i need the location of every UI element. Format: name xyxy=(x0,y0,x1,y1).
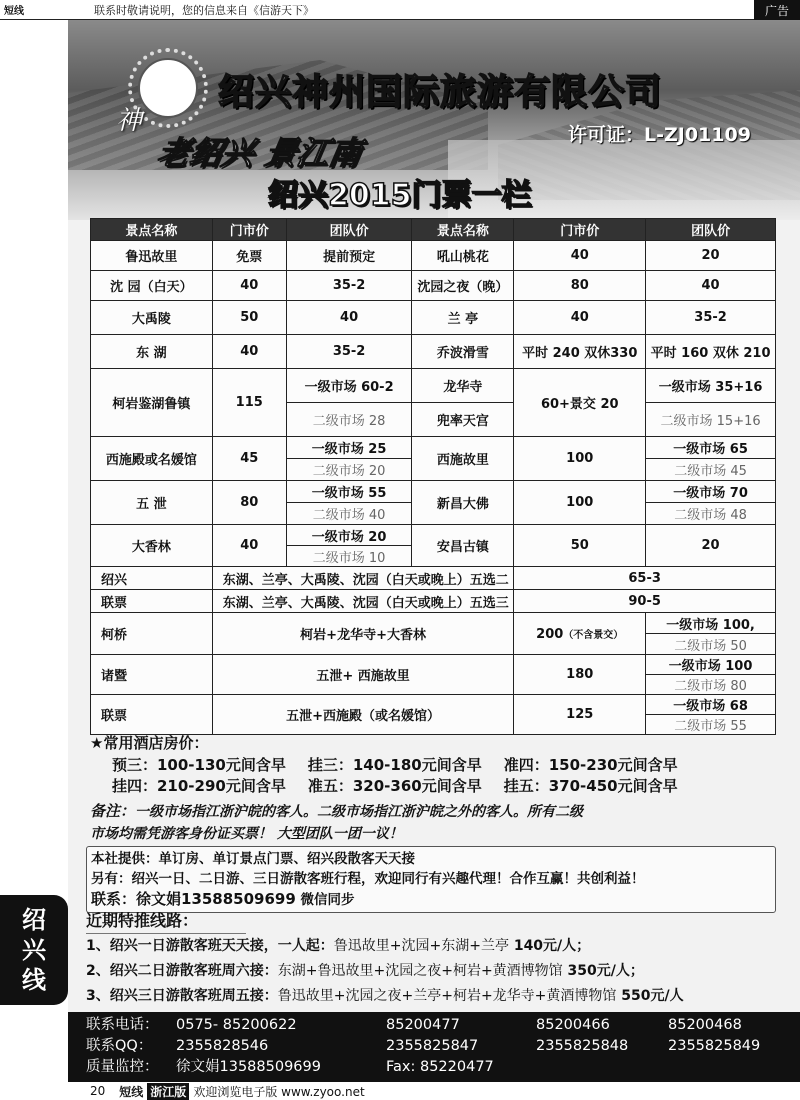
route-price: 550元/人 xyxy=(621,988,684,1004)
cell: 柯桥 xyxy=(91,613,213,655)
table-row xyxy=(91,590,776,613)
route-price: 140元/人； xyxy=(513,938,591,954)
route-item xyxy=(86,984,776,1009)
qq-number: 2355825847 xyxy=(386,1038,479,1054)
page-number: 20 xyxy=(90,1084,106,1098)
route-item xyxy=(86,934,776,959)
cell: 35-2 xyxy=(646,301,776,335)
tab-char: 绍 xyxy=(22,906,46,934)
slogan: 老绍兴 景江南 xyxy=(154,134,365,172)
cell: 平时 160 双休 210 xyxy=(646,335,776,369)
hotel-prices xyxy=(90,732,776,796)
phone-row xyxy=(86,1015,800,1036)
cell: 五泄+西施殿（或名媛馆） xyxy=(212,695,514,735)
phone-number: 85200466 xyxy=(536,1017,610,1033)
hotel-price: 挂三：140-180元间含早 xyxy=(307,756,482,774)
cell: 50 xyxy=(514,525,646,567)
cell: 五 泄 xyxy=(91,481,213,525)
cell: 二级市场 80 xyxy=(646,675,776,695)
service-line: 本社提供：单订房、单订景点门票、绍兴段散客天天接 xyxy=(91,851,415,867)
cell: 二级市场 55 xyxy=(646,715,776,735)
table-row xyxy=(91,369,776,403)
remark-text: 一级市场指江浙沪皖的客人。二级市场指江浙沪皖之外的客人。所有二级 xyxy=(135,804,584,820)
cell: 二级市场 10 xyxy=(286,546,412,567)
advert-page xyxy=(68,20,800,1082)
qc-row xyxy=(86,1057,800,1078)
footer-word: 短线 xyxy=(119,1084,144,1099)
cell: 西施故里 xyxy=(412,437,514,481)
remark-label: 备注： xyxy=(90,802,136,820)
cell: 40 xyxy=(286,301,412,335)
cell: 东 湖 xyxy=(91,335,213,369)
top-bar xyxy=(0,0,800,20)
service-line xyxy=(91,889,771,910)
remark-line xyxy=(90,800,776,823)
wechat-note: 微信同步 xyxy=(300,892,355,908)
cell: 沈 园（白天） xyxy=(91,271,213,301)
sun-logo-icon xyxy=(138,58,198,118)
cell: 100 xyxy=(514,437,646,481)
cell: 柯岩+龙华寺+大香林 xyxy=(212,613,514,655)
cell: 20 xyxy=(646,525,776,567)
ticket-price-table xyxy=(90,218,776,735)
page-footer xyxy=(68,1082,800,1100)
cell: 40 xyxy=(514,301,646,335)
tab-char: 兴 xyxy=(22,936,46,964)
banner xyxy=(68,20,800,220)
table-row xyxy=(91,301,776,335)
hotel-price: 挂四：210-290元间含早 xyxy=(112,777,286,795)
remark xyxy=(90,800,776,845)
cell: 乔波滑雪 xyxy=(412,335,514,369)
cell: 绍兴 xyxy=(91,567,213,590)
footer-text: 欢迎浏览电子版 www.zyoo.net xyxy=(193,1084,365,1099)
hotel-row xyxy=(90,775,776,796)
cell: 80 xyxy=(514,271,646,301)
cell: 一级市场 35+16 xyxy=(646,369,776,403)
route-head: 2、绍兴二日游散客班周六接： xyxy=(86,963,278,979)
cell: 大禹陵 xyxy=(91,301,213,335)
cell: 二级市场 50 xyxy=(646,634,776,655)
fax-number: Fax: 85220477 xyxy=(386,1059,494,1075)
cell: 西施殿或名媛馆 xyxy=(91,437,213,481)
cell: 一级市场 25 xyxy=(286,437,412,459)
edition-badge: 浙江版 xyxy=(147,1083,189,1100)
hotel-title: ★常用酒店房价： xyxy=(90,734,209,752)
cell: 一级市场 55 xyxy=(286,481,412,503)
cell: 兰 亭 xyxy=(412,301,514,335)
publisher-logo: 短线 xyxy=(4,6,24,17)
ticket-list-title: 绍兴2015门票一栏 xyxy=(268,178,532,213)
cell: 二级市场 48 xyxy=(646,503,776,525)
cell: 80 xyxy=(212,481,286,525)
table-row xyxy=(91,241,776,271)
cell: 90-5 xyxy=(514,590,776,613)
qq-number: 2355828546 xyxy=(176,1038,269,1054)
route-body: 鲁迅故里+沈园+东湖+兰亭 xyxy=(333,938,509,954)
phone-label: 联系电话： xyxy=(86,1017,159,1033)
qc-contact: 徐文娟13588509699 xyxy=(176,1059,321,1075)
cell: 五泄+ 西施故里 xyxy=(212,655,514,695)
table-row xyxy=(91,655,776,675)
cell: 60+景交 20 xyxy=(514,369,646,437)
route-body: 东湖+鲁迅故里+沈园之夜+柯岩+黄酒博物馆 xyxy=(277,963,563,979)
cell: 大香林 xyxy=(91,525,213,567)
cell: 吼山桃花 xyxy=(412,241,514,271)
cell: 柯岩鉴湖鲁镇 xyxy=(91,369,213,437)
cell-note: （不含景交） xyxy=(563,629,624,641)
service-line: 另有：绍兴一日、二日游、三日游散客班行程，欢迎同行有兴趣代理！合作互赢！共创利益！ xyxy=(91,871,645,887)
hotel-price: 准五：320-360元间含早 xyxy=(307,777,482,795)
cell: 龙华寺 xyxy=(412,369,514,403)
cell: 二级市场 40 xyxy=(286,503,412,525)
ad-badge: 广告 xyxy=(754,0,800,20)
cell: 100 xyxy=(514,481,646,525)
col-header: 团队价 xyxy=(286,219,412,241)
cell: 40 xyxy=(514,241,646,271)
table-row xyxy=(91,525,776,546)
cell: 东湖、兰亭、大禹陵、沈园（白天或晚上）五选二 xyxy=(212,567,514,590)
route-head: 1、绍兴一日游散客班天天接，一人起： xyxy=(86,938,334,954)
route-item xyxy=(86,959,776,984)
contact-notice: 联系时敬请说明，您的信息来自《信游天下》 xyxy=(94,3,314,17)
cell-price: 200 xyxy=(536,626,564,642)
cell: 一级市场 60-2 xyxy=(286,369,412,403)
cell: 50 xyxy=(212,301,286,335)
route-price: 350元/人； xyxy=(567,963,644,979)
cell: 一级市场 65 xyxy=(646,437,776,459)
hotel-price: 挂五：370-450元间含早 xyxy=(503,777,678,795)
cell: 115 xyxy=(212,369,286,437)
cell: 40 xyxy=(212,525,286,567)
contact-person: 联系：徐文娟13588509699 xyxy=(91,890,296,908)
cell: 一级市场 68 xyxy=(646,695,776,715)
route-body: 鲁迅故里+沈园之夜+兰亭+柯岩+龙华寺+黄酒博物馆 xyxy=(277,988,617,1004)
col-header: 门市价 xyxy=(212,219,286,241)
cell: 兜率天宫 xyxy=(412,403,514,437)
logo-text: 神 xyxy=(116,106,143,136)
table-row xyxy=(91,335,776,369)
tab-char: 线 xyxy=(22,966,46,994)
qq-label: 联系QQ： xyxy=(86,1038,153,1054)
cell: 180 xyxy=(514,655,646,695)
cell: 一级市场 100 xyxy=(646,655,776,675)
col-header: 景点名称 xyxy=(91,219,213,241)
hotel-row xyxy=(90,754,776,775)
cell: 二级市场 28 xyxy=(286,403,412,437)
phone-number: 85200468 xyxy=(668,1017,742,1033)
cell: 125 xyxy=(514,695,646,735)
cell: 沈园之夜（晚） xyxy=(412,271,514,301)
cell: 平时 240 双休330 xyxy=(514,335,646,369)
qc-label: 质量监控： xyxy=(86,1059,159,1075)
cell: 鲁迅故里 xyxy=(91,241,213,271)
cell: 提前预定 xyxy=(286,241,412,271)
cell: 40 xyxy=(212,335,286,369)
remark-text: 市场均需凭游客身份证买票！ 大型团队一团一议！ xyxy=(90,826,403,842)
cell: 20 xyxy=(646,241,776,271)
table-row xyxy=(91,567,776,590)
routes-title: 近期特推线路： xyxy=(86,908,246,934)
route-head: 3、绍兴三日游散客班周五接： xyxy=(86,988,278,1004)
phone-number: 85200477 xyxy=(386,1017,460,1033)
hotel-price: 准四：150-230元间含早 xyxy=(503,756,678,774)
qq-row xyxy=(86,1036,800,1057)
cell: 免票 xyxy=(212,241,286,271)
cell: 联票 xyxy=(91,590,213,613)
cell: 东湖、兰亭、大禹陵、沈园（白天或晚上）五选三 xyxy=(212,590,514,613)
hotel-price: 预三：100-130元间含早 xyxy=(112,756,286,774)
cell: 诸暨 xyxy=(91,655,213,695)
featured-routes xyxy=(86,908,776,1009)
cell: 35-2 xyxy=(286,335,412,369)
qq-number: 2355825848 xyxy=(536,1038,629,1054)
service-info xyxy=(86,846,776,913)
col-header: 团队价 xyxy=(646,219,776,241)
cell: 二级市场 20 xyxy=(286,459,412,481)
section-tab xyxy=(0,895,68,1005)
qq-number: 2355825849 xyxy=(668,1038,761,1054)
cell: 一级市场 70 xyxy=(646,481,776,503)
table-row xyxy=(91,613,776,634)
cell: 二级市场 15+16 xyxy=(646,403,776,437)
col-header: 景点名称 xyxy=(412,219,514,241)
cell: 一级市场 100, xyxy=(646,613,776,634)
phone-number: 0575- 85200622 xyxy=(176,1017,297,1033)
cell: 45 xyxy=(212,437,286,481)
table-row xyxy=(91,695,776,715)
cell: 二级市场 45 xyxy=(646,459,776,481)
cell: 一级市场 20 xyxy=(286,525,412,546)
col-header: 门市价 xyxy=(514,219,646,241)
table-row xyxy=(91,271,776,301)
cell: 联票 xyxy=(91,695,213,735)
cell: 安昌古镇 xyxy=(412,525,514,567)
cell: 新昌大佛 xyxy=(412,481,514,525)
cell: 35-2 xyxy=(286,271,412,301)
cell: 40 xyxy=(212,271,286,301)
table-header-row xyxy=(91,219,776,241)
table-row xyxy=(91,481,776,503)
company-name: 绍兴神州国际旅游有限公司 xyxy=(218,72,663,113)
table-row xyxy=(91,437,776,459)
cell: 65-3 xyxy=(514,567,776,590)
license-number: 许可证：L-ZJ01109 xyxy=(568,124,751,146)
cell xyxy=(514,613,646,655)
cell: 40 xyxy=(646,271,776,301)
contact-bar xyxy=(68,1012,800,1082)
